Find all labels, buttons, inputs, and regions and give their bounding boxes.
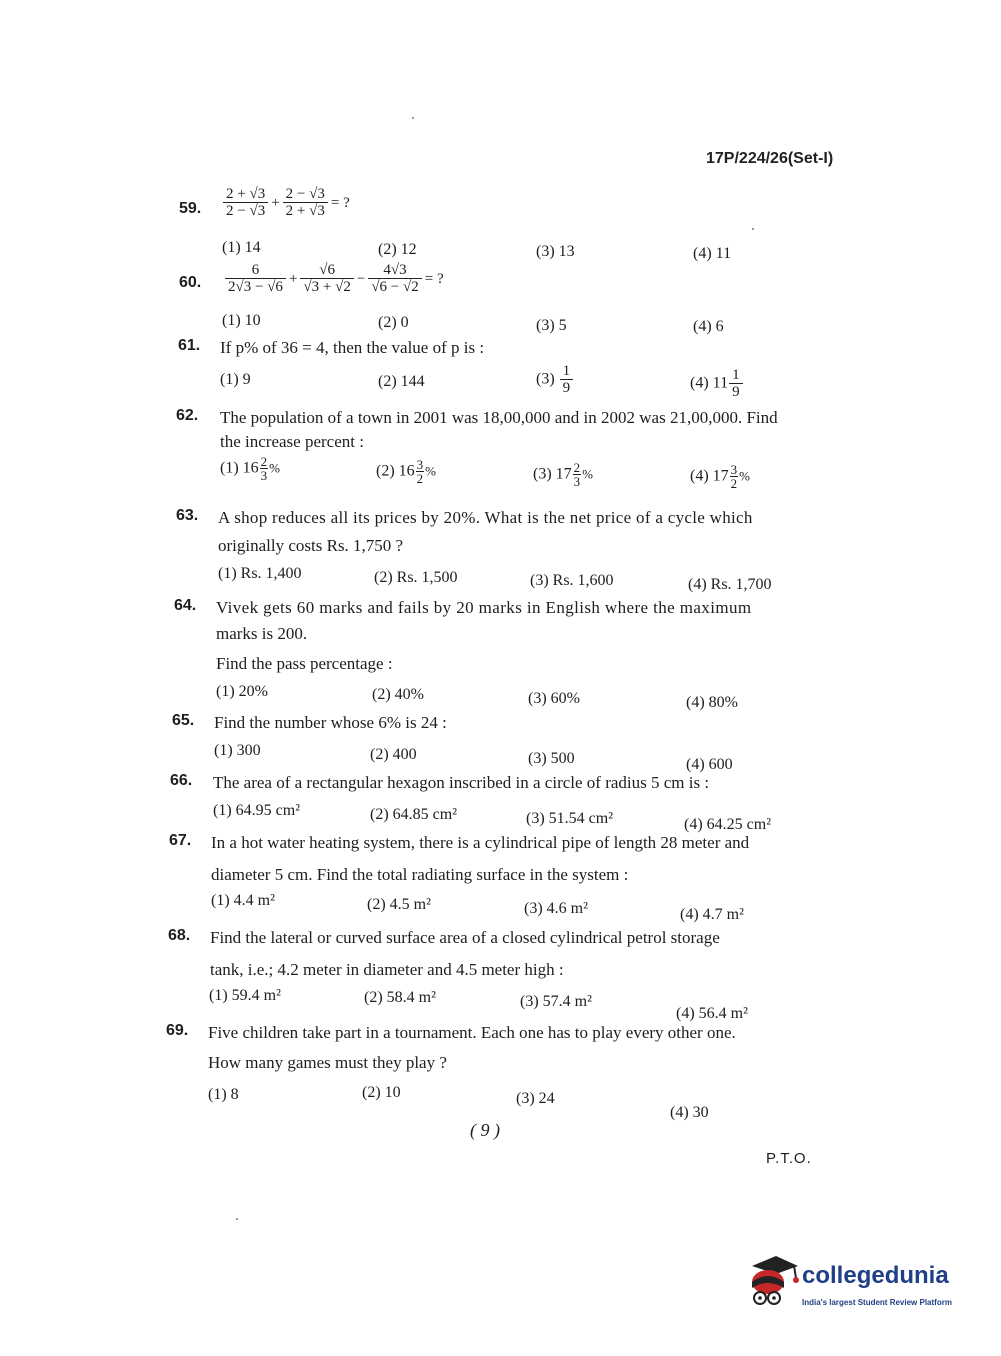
option-4: (4) 11	[693, 245, 732, 262]
option-1: (1) 8	[208, 1086, 239, 1103]
scan-speck	[412, 117, 414, 119]
option-4: (4) 64.25 cm²	[684, 816, 771, 833]
question-text-line-2: the increase percent :	[220, 432, 364, 451]
question-number: 62.	[176, 407, 199, 424]
scan-speck	[236, 1218, 238, 1220]
option-3: (3) Rs. 1,600	[530, 572, 614, 589]
option-3: (3) 60%	[528, 690, 580, 707]
option-2: (2) 12	[378, 241, 417, 258]
question-number: 59.	[179, 200, 202, 217]
question-number: 63.	[176, 507, 199, 524]
paper-code: 17P/224/26(Set-I)	[706, 150, 834, 167]
question-number: 60.	[179, 274, 202, 291]
option-2: (2) 400	[370, 746, 417, 763]
question-text: Find the number whose 6% is 24 :	[214, 713, 447, 732]
fraction: $\frac{6}{2√3 - √6}$	[225, 262, 286, 295]
option-2: (2) 58.4 m²	[364, 989, 436, 1006]
question-number: 65.	[172, 712, 195, 729]
question-number: 68.	[168, 927, 191, 944]
question-expression: $\frac{2 + √3}{2 - √3}$ + $\frac{2 - √3}{2 + √3}$ = ?	[222, 186, 352, 219]
option-3: (3) 500	[528, 750, 575, 767]
question-number: 67.	[169, 832, 192, 849]
fraction: $\frac{√6}{√3 + √2}$	[300, 262, 353, 295]
option-4: (4) 56.4 m²	[676, 1005, 748, 1022]
option-1: (1) 16 $\frac{2}{3}$ %	[220, 454, 280, 483]
question-text-line-1: The population of a town in 2001 was 18,00,000 and in 2002 was 21,00,000. Find	[220, 408, 778, 427]
option-4: (4) 30	[670, 1104, 709, 1121]
question-number: 61.	[178, 337, 201, 354]
collegedunia-watermark	[742, 1250, 972, 1310]
option-4: (4) 17 $\frac{3}{2}$ %	[690, 462, 750, 491]
question-expression: $\frac{6}{2√3 - √6}$ + $\frac{√6}{√3 + √2}$ − $\frac{4√3}{√6 - √2}$ = ?	[224, 262, 446, 295]
option-3: (3) 17 $\frac{2}{3}$ %	[533, 460, 593, 489]
option-1: (1) 300	[214, 742, 261, 759]
question-text-line-3: Find the pass percentage :	[216, 654, 393, 673]
option-2: (2) 16 $\frac{3}{2}$ %	[376, 457, 436, 486]
fraction: $\frac{2 - √3}{2 + √3}$	[283, 186, 328, 219]
question-text-line-1: A shop reduces all its prices by 20%. What is the net price of a cycle which	[218, 508, 753, 527]
option-2: (2) 144	[378, 373, 425, 390]
fraction: $\frac{2 + √3}{2 - √3}$	[223, 186, 268, 219]
option-4: (4) 80%	[686, 694, 738, 711]
option-3: (3) 57.4 m²	[520, 993, 592, 1010]
question-text-line-1: Vivek gets 60 marks and fails by 20 marks in English where the maximum	[216, 598, 752, 617]
option-3: (3) 5	[536, 317, 567, 334]
fraction: $\frac{1}{9}$	[560, 363, 574, 396]
option-4: (4) 11 $\frac{1}{9}$	[690, 367, 744, 400]
option-3: (3) $\frac{1}{9}$	[536, 363, 574, 396]
option-3: (3) 51.54 cm²	[526, 810, 613, 827]
pto-label: P.T.O.	[766, 1150, 812, 1167]
option-1: (1) 9	[220, 371, 251, 388]
question-text-line-2: diameter 5 cm. Find the total radiating surface in the system :	[211, 865, 629, 884]
option-4: (4) 4.7 m²	[680, 906, 744, 923]
question-text-line-1: Five children take part in a tournament. Each one has to play every other one.	[208, 1023, 736, 1042]
option-1: (1) 64.95 cm²	[213, 802, 300, 819]
question-text-line-1: Find the lateral or curved surface area of a closed cylindrical petrol storage	[210, 928, 720, 947]
scan-speck	[752, 228, 754, 230]
question-number: 69.	[166, 1022, 189, 1039]
option-4: (4) Rs. 1,700	[688, 576, 772, 593]
option-3: (3) 4.6 m²	[524, 900, 588, 917]
option-2: (2) 64.85 cm²	[370, 806, 457, 823]
option-1: (1) 20%	[216, 683, 268, 700]
question-text: If p% of 36 = 4, then the value of p is :	[220, 338, 485, 357]
question-text-line-2: How many games must they play ?	[208, 1053, 447, 1072]
option-1: (1) 10	[222, 312, 261, 329]
mascot-logo-icon	[742, 1252, 800, 1310]
option-1: (1) Rs. 1,400	[218, 565, 302, 582]
option-2: (2) Rs. 1,500	[374, 569, 458, 586]
question-number: 64.	[174, 597, 197, 614]
question-text: The area of a rectangular hexagon inscribed in a circle of radius 5 cm is :	[213, 773, 710, 792]
fraction: $\frac{4√3}{√6 - √2}$	[368, 262, 421, 295]
page-number: ( 9 )	[470, 1120, 500, 1140]
question-text-line-2: originally costs Rs. 1,750 ?	[218, 536, 404, 555]
fraction: $\frac{1}{9}$	[729, 367, 743, 400]
option-3: (3) 24	[516, 1090, 555, 1107]
option-4: (4) 600	[686, 756, 733, 773]
question-text-line-1: In a hot water heating system, there is a cylindrical pipe of length 28 meter and	[211, 833, 750, 852]
option-2: (2) 10	[362, 1084, 401, 1101]
option-3: (3) 13	[536, 243, 575, 260]
option-1: (1) 14	[222, 239, 261, 256]
option-2: (2) 40%	[372, 686, 424, 703]
brand-name: collegedunia	[802, 1262, 949, 1289]
option-2: (2) 0	[378, 314, 409, 331]
option-2: (2) 4.5 m²	[367, 896, 431, 913]
brand-tagline: India's largest Student Review Platform	[802, 1298, 952, 1307]
question-number: 66.	[170, 772, 193, 789]
question-text-line-2: marks is 200.	[216, 624, 308, 643]
option-1: (1) 59.4 m²	[209, 987, 281, 1004]
option-4: (4) 6	[693, 318, 724, 335]
question-text-line-2: tank, i.e.; 4.2 meter in diameter and 4.5 meter high :	[210, 960, 564, 979]
option-1: (1) 4.4 m²	[211, 892, 275, 909]
